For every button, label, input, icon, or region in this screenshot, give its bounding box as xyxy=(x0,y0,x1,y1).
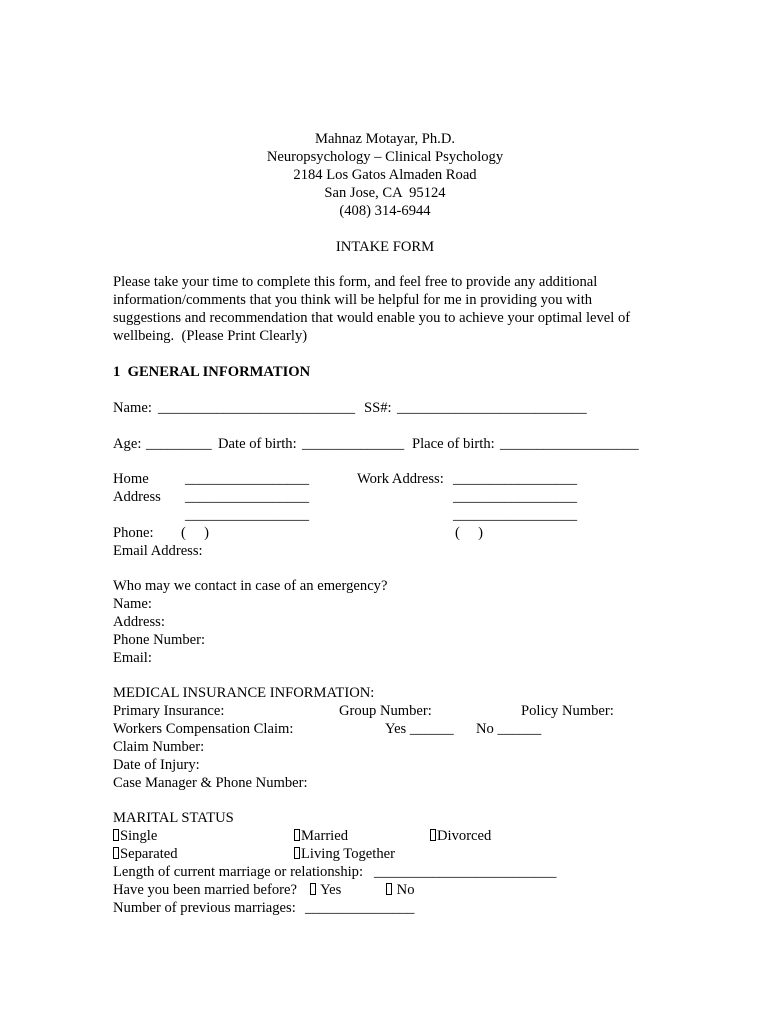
living-together-option[interactable] xyxy=(294,845,395,863)
provider-phone: (408) 314-6944 xyxy=(339,203,431,219)
age-label: Age: xyxy=(113,436,142,452)
dob-label: Date of birth: xyxy=(218,436,297,452)
work-phone-field[interactable]: ( ) xyxy=(455,525,483,541)
work-address-label: Work Address: xyxy=(357,471,444,487)
divorced-label: Divorced xyxy=(437,828,492,844)
group-number-label: Group Number: xyxy=(339,703,432,719)
married-before-no-label: No xyxy=(396,882,415,898)
email-label: Email Address: xyxy=(113,543,203,559)
intro-line: information/comments that you think will be helpful for me in providing you with xyxy=(113,292,593,308)
checkbox-icon[interactable] xyxy=(310,883,316,895)
relationship-length-field[interactable]: _________________________ xyxy=(374,864,557,880)
home-phone-field[interactable]: ( ) xyxy=(181,525,209,541)
provider-name: Mahnaz Motayar, Ph.D. xyxy=(314,131,456,147)
separated-option[interactable] xyxy=(113,845,178,863)
name-label: Name: xyxy=(113,400,152,416)
general-info-heading: 1 GENERAL INFORMATION xyxy=(113,364,311,380)
intro-line: wellbeing. (Please Print Clearly) xyxy=(113,328,308,344)
married-before-yes-label: Yes xyxy=(320,882,342,898)
intro-line: suggestions and recommendation that would enable you to achieve your optimal level of xyxy=(113,310,631,326)
work-address-field[interactable]: _________________ xyxy=(453,471,578,487)
ss-field[interactable]: __________________________ xyxy=(397,400,587,416)
policy-number-label: Policy Number: xyxy=(521,703,614,719)
work-address-field[interactable]: _________________ xyxy=(453,489,578,505)
claim-number-label: Claim Number: xyxy=(113,739,205,755)
marital-status-heading: MARITAL STATUS xyxy=(113,810,234,826)
checkbox-icon[interactable] xyxy=(294,847,300,859)
primary-insurance-label: Primary Insurance: xyxy=(113,703,225,719)
pob-field[interactable]: ___________________ xyxy=(500,436,639,452)
phone-label: Phone: xyxy=(113,525,154,541)
married-label: Married xyxy=(301,828,349,844)
emergency-phone-label: Phone Number: xyxy=(113,632,206,648)
previous-marriages-field[interactable]: _______________ xyxy=(305,900,415,916)
married-option[interactable] xyxy=(294,827,348,845)
checkbox-icon[interactable] xyxy=(113,829,119,841)
pob-label: Place of birth: xyxy=(412,436,495,452)
home-address-field[interactable]: _________________ xyxy=(185,507,310,523)
divorced-option[interactable] xyxy=(430,827,491,845)
emergency-email-label: Email: xyxy=(113,650,152,666)
home-label: Home xyxy=(113,471,149,487)
single-option[interactable] xyxy=(113,827,157,845)
single-label: Single xyxy=(120,828,158,844)
provider-specialty: Neuropsychology – Clinical Psychology xyxy=(266,149,504,165)
workers-comp-label: Workers Compensation Claim: xyxy=(113,721,294,737)
dob-field[interactable]: ______________ xyxy=(302,436,405,452)
emergency-address-label: Address: xyxy=(113,614,165,630)
previous-marriages-label: Number of previous marriages: xyxy=(113,900,296,916)
insurance-heading: MEDICAL INSURANCE INFORMATION: xyxy=(113,685,375,701)
provider-city: San Jose, CA 95124 xyxy=(324,185,446,201)
home-address-field[interactable]: _________________ xyxy=(185,489,310,505)
emergency-question: Who may we contact in case of an emergency? xyxy=(113,578,388,594)
married-before-yes-option[interactable] xyxy=(310,881,341,899)
living-together-label: Living Together xyxy=(301,846,395,862)
separated-label: Separated xyxy=(120,846,178,862)
relationship-length-label: Length of current marriage or relationship: xyxy=(113,864,364,880)
workers-comp-no-field[interactable]: No ______ xyxy=(476,721,542,737)
checkbox-icon[interactable] xyxy=(430,829,436,841)
case-manager-label: Case Manager & Phone Number: xyxy=(113,775,308,791)
ss-label: SS#: xyxy=(364,400,392,416)
work-address-field[interactable]: _________________ xyxy=(453,507,578,523)
home-address-field[interactable]: _________________ xyxy=(185,471,310,487)
checkbox-icon[interactable] xyxy=(113,847,119,859)
provider-street: 2184 Los Gatos Almaden Road xyxy=(293,167,477,183)
checkbox-icon[interactable] xyxy=(294,829,300,841)
intro-line: Please take your time to complete this form, and feel free to provide any additional xyxy=(113,274,598,290)
form-title: INTAKE FORM xyxy=(335,239,435,255)
married-before-label: Have you been married before? xyxy=(113,882,297,898)
married-before-no-option[interactable] xyxy=(386,881,415,899)
date-of-injury-label: Date of Injury: xyxy=(113,757,200,773)
address-label: Address xyxy=(113,489,161,505)
age-field[interactable]: _________ xyxy=(146,436,212,452)
emergency-name-label: Name: xyxy=(113,596,152,612)
workers-comp-yes-field[interactable]: Yes ______ xyxy=(385,721,454,737)
checkbox-icon[interactable] xyxy=(386,883,392,895)
name-field[interactable]: ___________________________ xyxy=(158,400,356,416)
